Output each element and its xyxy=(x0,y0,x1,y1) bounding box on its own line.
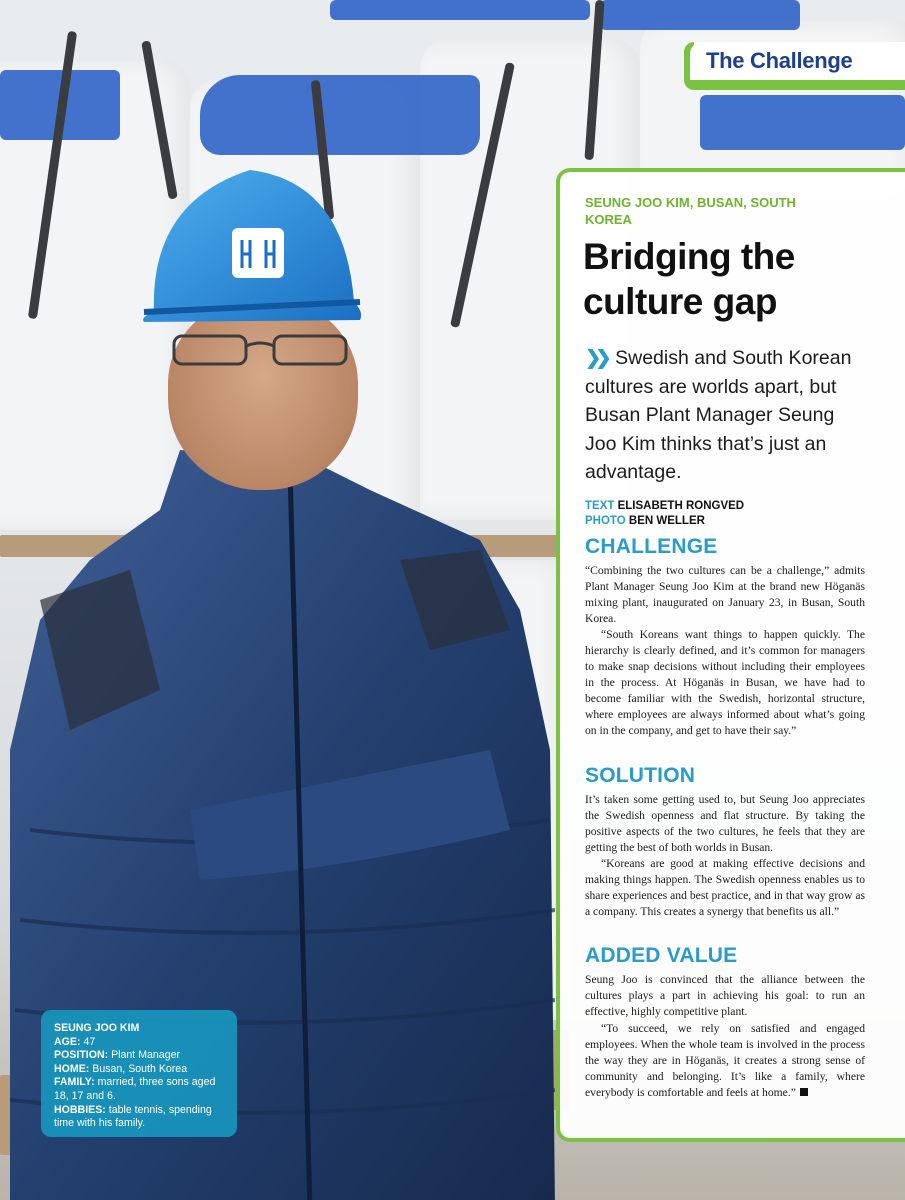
hardhat-logo xyxy=(232,228,284,278)
profile-age: AGE: 47 xyxy=(54,1035,96,1048)
paragraph: “Koreans are good at making effective decisions and making things happen. The Swedish openness enables us to share experiences and best practice, and in that way grow as a company. This creates a synergy that benefits us all.” xyxy=(585,856,865,919)
profile-hobbies: HOBBIES: table tennis, spending time with his family. xyxy=(54,1103,212,1130)
bag-tie xyxy=(330,0,590,20)
section-tab xyxy=(684,42,905,94)
article-credits xyxy=(585,499,865,529)
section-heading-challenge: CHALLENGE xyxy=(585,534,718,558)
bag-tie xyxy=(700,95,905,150)
paragraph: Seung Joo is convinced that the alliance between the cultures plays a part in achieving his goal: to run an effective, highly competitive plant. xyxy=(585,973,865,1019)
section-heading-added-value: ADDED VALUE xyxy=(585,944,738,968)
section-body-challenge xyxy=(585,563,865,740)
glasses xyxy=(170,330,350,370)
profile-family: FAMILY: married, three sons aged 18, 17 and 6. xyxy=(54,1076,216,1102)
paragraph: “Combining the two cultures can be a challenge,” admits Plant Manager Seung Joo Kim at the brand new Höganäs mixing plant, inaugurated on January 23, in Busan, South Korea. xyxy=(585,563,865,625)
face xyxy=(168,300,358,490)
bag-tie xyxy=(600,0,800,30)
paragraph xyxy=(585,1021,865,1101)
article-kicker: SEUNG JOO KIM, BUSAN, SOUTH KOREA xyxy=(585,195,796,227)
hardhat xyxy=(140,162,364,322)
end-mark-icon xyxy=(800,1088,808,1096)
profile-position: POSITION: Plant Manager xyxy=(54,1049,181,1062)
paragraph: It’s taken some getting used to, but Seung Joo appreciates the Swedish openness and flat structure. By taking the positive aspects of the two cultures, he feels that they are getting the best of both worlds in Busan. xyxy=(585,792,865,854)
credit-photo: PHOTO BEN WELLER xyxy=(585,514,705,527)
section-body-added-value xyxy=(585,972,865,1101)
article-lead-text: Swedish and South Korean cultures are worlds apart, but Busan Plant Manager Seung Joo Kim thinks that’s just an advantage. xyxy=(585,347,852,483)
profile-fact-box xyxy=(41,1010,237,1137)
paragraph-text: “To succeed, we rely on satisfied and engaged employees. When the whole team is involved in the process the way they are in Höganäs, it creates a strong sense of community and belonging. It’s like a family, where everybody is comfortable and feels at home.” xyxy=(585,1021,865,1099)
section-body-solution xyxy=(585,792,865,921)
article-panel xyxy=(556,168,905,1142)
section-tab-label: The Challenge xyxy=(706,48,853,73)
bag-tie xyxy=(200,75,480,155)
article-lead xyxy=(585,344,865,487)
profile-name: SEUNG JOO KIM xyxy=(54,1022,140,1034)
double-chevron-icon: ❯❯ xyxy=(585,347,606,369)
article-headline: Bridging the culture gap xyxy=(583,236,795,322)
credit-text: TEXT ELISABETH RONGVED xyxy=(585,499,745,512)
section-heading-solution: SOLUTION xyxy=(585,763,696,787)
paragraph: “South Koreans want things to happen quickly. The hierarchy is clearly defined, and it’s common for managers to make snap decisions without including their employees in the process. At Höganäs in Busan, we have had to become familiar with the Swedish, horizontal structure, where employees are always informed about what’s going on in the company, and get to have their say.” xyxy=(585,627,865,738)
profile-home: HOME: Busan, South Korea xyxy=(54,1062,188,1075)
